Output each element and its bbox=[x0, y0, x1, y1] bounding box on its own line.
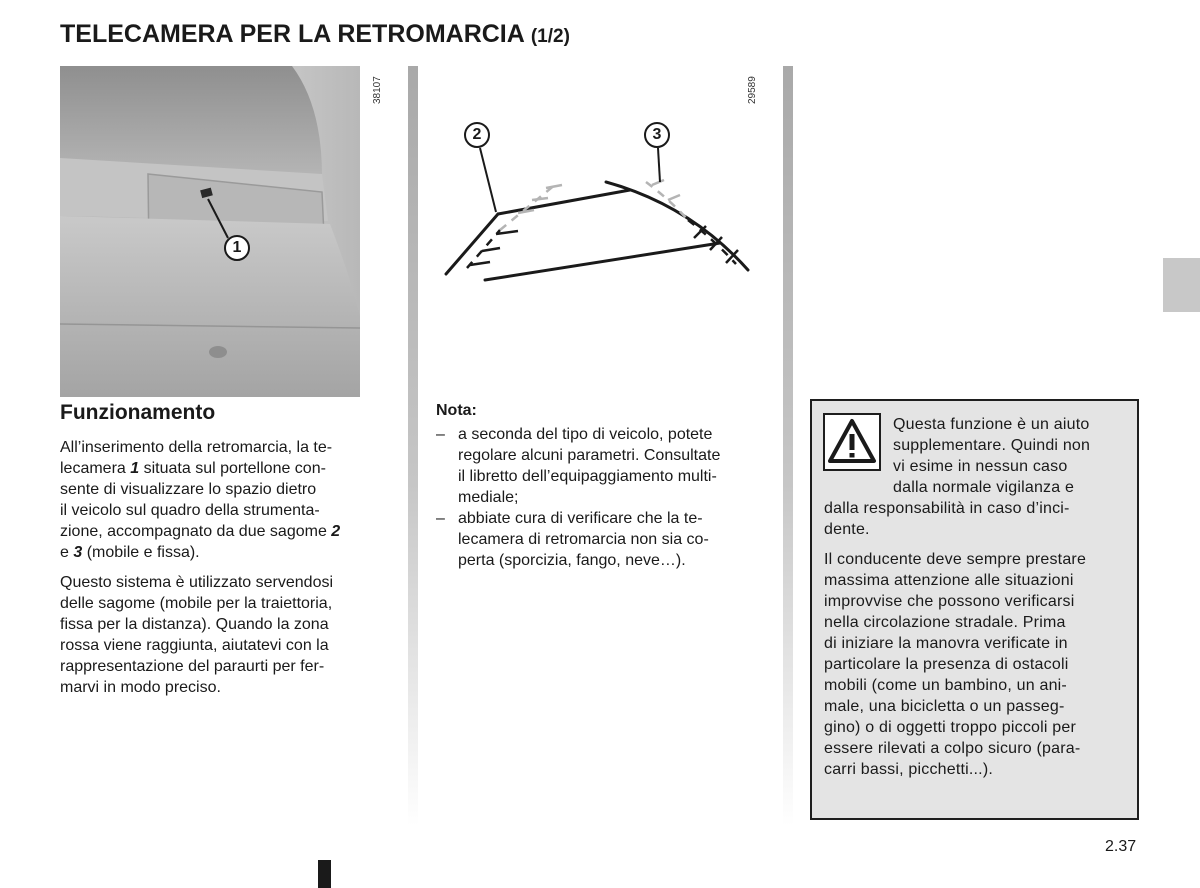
page-number: 2.37 bbox=[1105, 838, 1137, 855]
warning-line: mobili (come un bambino, un ani- bbox=[824, 677, 1067, 694]
figure-ref-code-middle: 29589 bbox=[747, 76, 758, 104]
paragraph-2-line: delle sagome (mobile per la traiettoria, bbox=[60, 595, 333, 612]
paragraph-1-line bbox=[60, 458, 390, 479]
warning-line: male, una bicicletta o un passeg- bbox=[824, 698, 1065, 715]
paragraph-2-line: rappresentazione del paraurti per fer- bbox=[60, 658, 325, 675]
paragraph-1-line bbox=[60, 521, 390, 542]
reference-number: 1 bbox=[130, 460, 140, 477]
page-title-suffix: (1/2) bbox=[530, 26, 570, 47]
footer-mark bbox=[318, 860, 331, 888]
warning-line: particolare la presenza di ostacoli bbox=[824, 656, 1069, 673]
warning-line: massima attenzione alle situazioni bbox=[824, 572, 1074, 589]
warning-line: improvvise che possono verificarsi bbox=[824, 593, 1075, 610]
warning-line: supplementare. Quindi non bbox=[893, 437, 1091, 454]
paragraph-2-line: Questo sistema è utilizzato servendosi bbox=[60, 574, 334, 591]
warning-icon-frame bbox=[823, 413, 881, 471]
column-divider-left bbox=[408, 66, 418, 826]
paragraph-1 bbox=[60, 437, 390, 563]
callout-3: 3 bbox=[644, 122, 670, 148]
section-heading: Funzionamento bbox=[60, 401, 216, 424]
warning-line: Il conducente deve sempre prestare bbox=[824, 551, 1087, 568]
list-dash: – bbox=[436, 510, 445, 527]
column-divider-right bbox=[783, 66, 793, 826]
paragraph-1-line: il veicolo sul quadro della strumenta- bbox=[60, 502, 320, 519]
paragraph-2-line: fissa per la distanza). Quando la zona bbox=[60, 616, 329, 633]
page-title bbox=[60, 20, 570, 49]
reference-number: 2 bbox=[331, 523, 341, 540]
callout-2: 2 bbox=[464, 122, 490, 148]
nota-item-line: lecamera di retromarcia non sia co- bbox=[458, 531, 709, 548]
nota-item-line: perta (sporcizia, fango, neve…). bbox=[458, 552, 686, 569]
paragraph-2-line: rossa viene raggiunta, aiutatevi con la bbox=[60, 637, 329, 654]
paragraph-1-line: All’inserimento della retromarcia, la te- bbox=[60, 439, 333, 456]
paragraph-2 bbox=[60, 572, 390, 698]
warning-line: dente. bbox=[824, 521, 870, 538]
nota-label: Nota: bbox=[436, 402, 477, 419]
warning-line: vi esime in nessun caso bbox=[893, 458, 1068, 475]
warning-body bbox=[824, 549, 1126, 780]
nota-item-line: abbiate cura di verificare che la te- bbox=[458, 510, 703, 527]
warning-line: dalla normale vigilanza e bbox=[893, 479, 1075, 496]
callout-1: 1 bbox=[224, 235, 250, 261]
warning-line: carri bassi, picchetti...). bbox=[824, 761, 994, 778]
warning-intro bbox=[893, 414, 1126, 498]
warning-line: Questa funzione è un aiuto bbox=[893, 416, 1090, 433]
paragraph-2-line: marvi in modo preciso. bbox=[60, 679, 221, 696]
nota-item-2 bbox=[436, 508, 765, 571]
rear-vehicle-figure bbox=[60, 66, 360, 397]
text-span: lecamera bbox=[60, 460, 131, 477]
rear-vehicle-illustration bbox=[60, 66, 360, 397]
warning-line: essere rilevati a colpo sicuro (para- bbox=[824, 740, 1081, 757]
text-span: zione, accompagnato da due sagome bbox=[60, 523, 332, 540]
warning-intro-continued bbox=[824, 498, 1126, 540]
reference-number: 3 bbox=[73, 544, 83, 561]
nota-item-1 bbox=[436, 424, 765, 508]
warning-line: gino) o di oggetti troppo piccoli per bbox=[824, 719, 1076, 736]
text-span: e bbox=[60, 544, 74, 561]
warning-line: nella circolazione stradale. Prima bbox=[824, 614, 1066, 631]
paragraph-1-line bbox=[60, 542, 390, 563]
warning-triangle-icon bbox=[825, 415, 879, 469]
list-dash: – bbox=[436, 426, 445, 443]
text-span: situata sul portellone con- bbox=[139, 460, 326, 477]
chapter-tab bbox=[1163, 258, 1200, 312]
warning-line: di iniziare la manovra verificate in bbox=[824, 635, 1068, 652]
nota-item-line: mediale; bbox=[458, 489, 519, 506]
nota-item-line: regolare alcuni parametri. Consultate bbox=[458, 447, 721, 464]
warning-line: dalla responsabilità in caso d’inci- bbox=[824, 500, 1070, 517]
page-title-text: TELECAMERA PER LA RETROMARCIA bbox=[60, 20, 524, 48]
text-span: (mobile e fissa). bbox=[82, 544, 200, 561]
nota-item-line: il libretto dell’equipaggiamento multi- bbox=[458, 468, 717, 485]
nota-item-line: a seconda del tipo di veicolo, potete bbox=[458, 426, 713, 443]
figure-ref-code-left: 38107 bbox=[372, 76, 383, 104]
paragraph-1-line: sente di visualizzare lo spazio dietro bbox=[60, 481, 317, 498]
